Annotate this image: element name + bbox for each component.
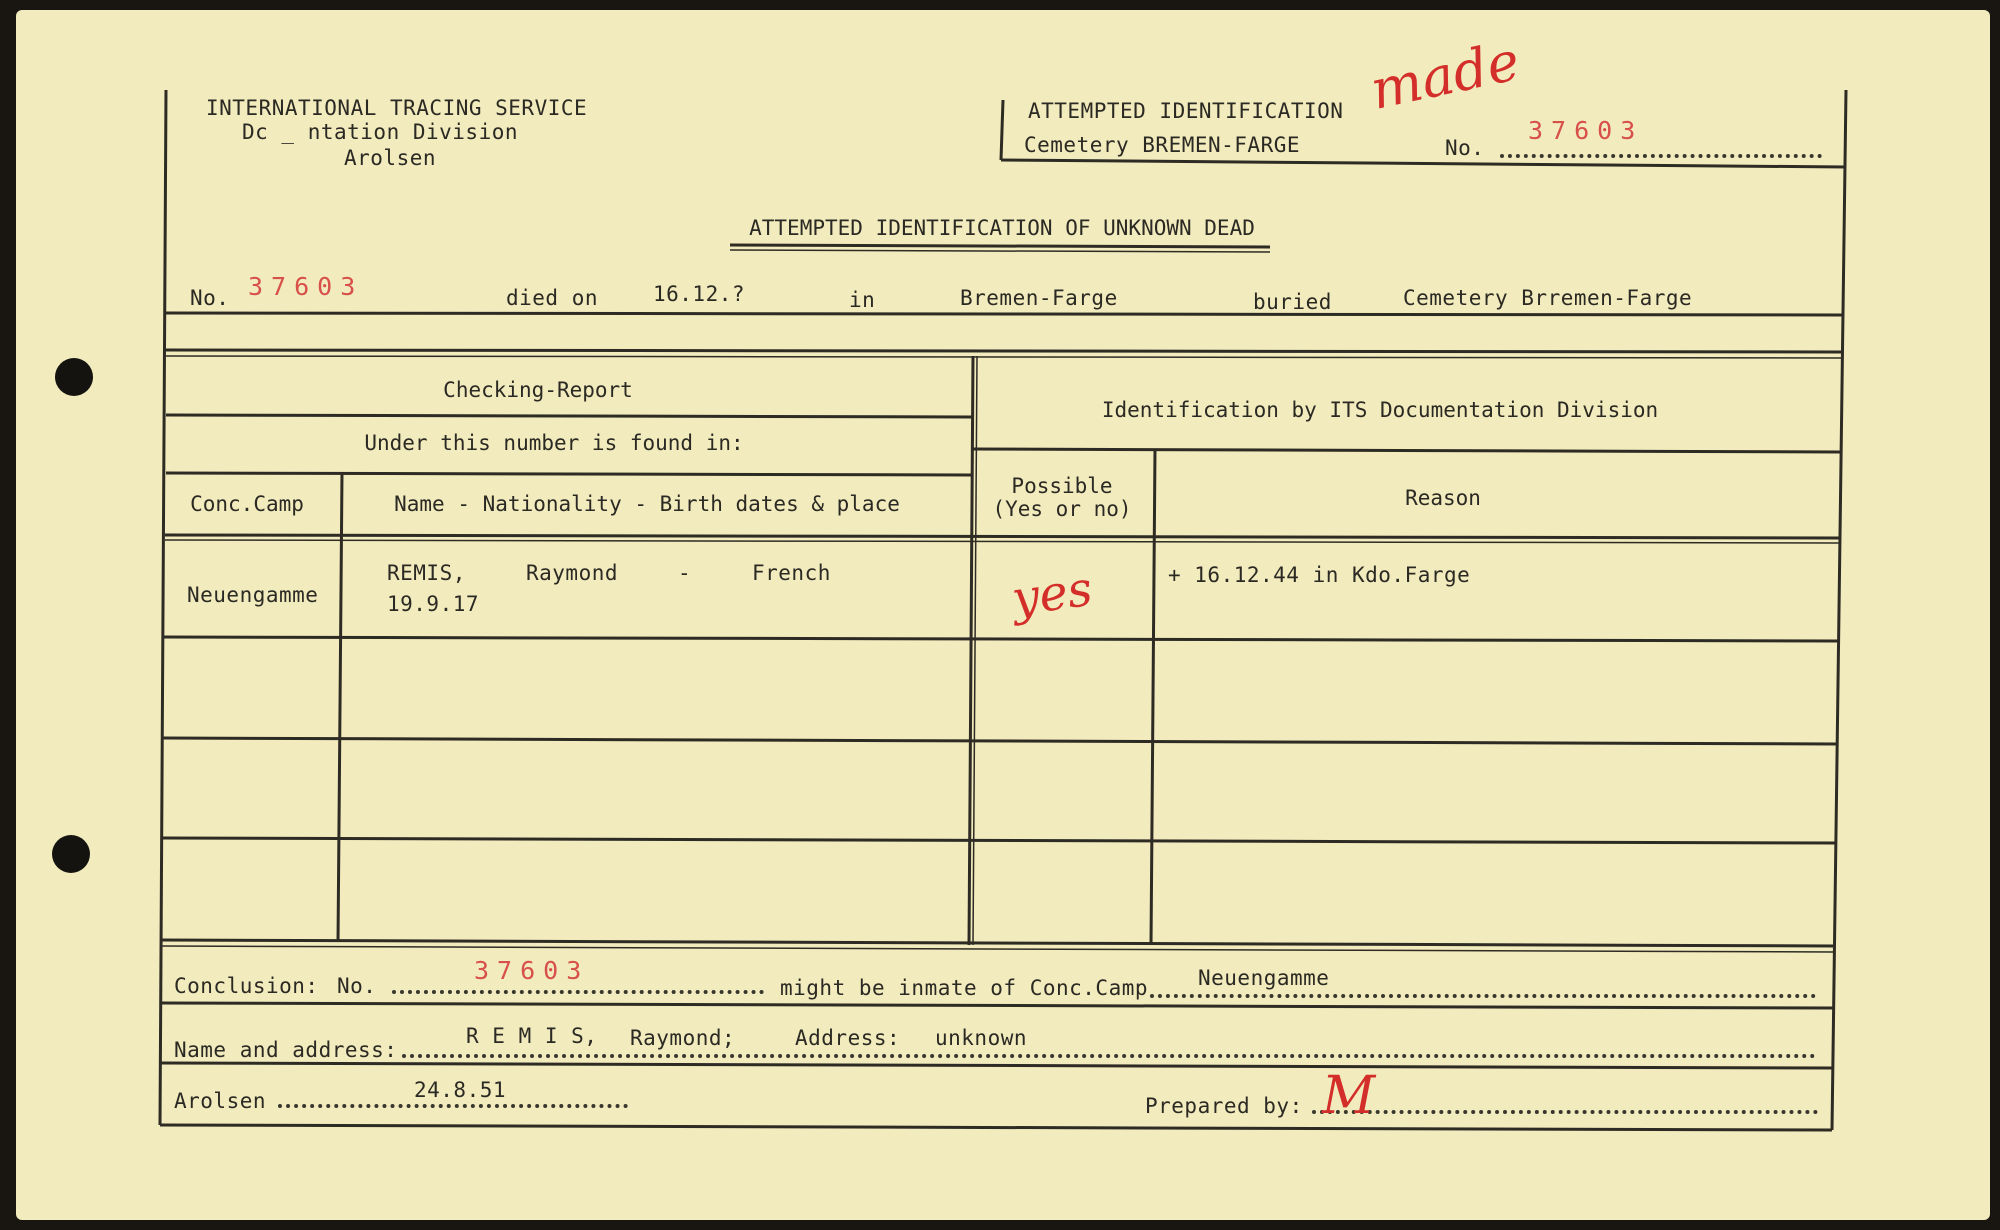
row1-surname: REMIS, bbox=[387, 561, 466, 585]
row1-possible-yes: yes bbox=[1008, 560, 1096, 628]
col-reason: Reason bbox=[1405, 486, 1481, 510]
record-died-label: died on bbox=[506, 286, 599, 310]
record-buried-label: buried bbox=[1253, 290, 1332, 314]
checking-report-header: Checking-Report bbox=[443, 378, 633, 402]
row1-dash: - bbox=[678, 561, 692, 585]
conclusion-no-value: 37603 bbox=[474, 956, 590, 985]
conclusion-no-label: No. bbox=[337, 974, 377, 998]
box-no-dots bbox=[1500, 154, 1822, 158]
name-address-label: Name and address: bbox=[174, 1038, 398, 1062]
row1-nationality: French bbox=[752, 561, 831, 585]
made-annotation: made bbox=[1365, 29, 1525, 122]
conclusion-mid-text: might be inmate of Conc.Camp bbox=[780, 976, 1149, 1000]
footer-place: Arolsen bbox=[174, 1089, 267, 1113]
prepared-by-label: Prepared by: bbox=[1145, 1094, 1303, 1118]
row1-reason: + 16.12.44 in Kdo.Farge bbox=[1168, 563, 1471, 587]
identification-header: Identification by ITS Documentation Division bbox=[1101, 398, 1659, 422]
conclusion-camp-value: Neuengamme bbox=[1198, 966, 1330, 990]
record-buried-value: Cemetery Brremen-Farge bbox=[1403, 286, 1693, 310]
name-address-firstname: Raymond; bbox=[630, 1026, 736, 1050]
footer-date-dots bbox=[278, 1104, 628, 1108]
prepared-by-dots bbox=[1312, 1110, 1818, 1114]
prepared-by-signature: M bbox=[1322, 1066, 1376, 1126]
row1-camp: Neuengamme bbox=[187, 583, 319, 607]
col-name-nationality: Name - Nationality - Birth dates & place bbox=[394, 492, 900, 516]
main-title: ATTEMPTED IDENTIFICATION OF UNKNOWN DEAD bbox=[749, 216, 1255, 240]
record-no-value: 37603 bbox=[248, 272, 364, 301]
record-place: Bremen-Farge bbox=[960, 286, 1118, 310]
org-name: INTERNATIONAL TRACING SERVICE bbox=[206, 96, 588, 120]
box-title: ATTEMPTED IDENTIFICATION bbox=[1028, 99, 1344, 123]
col-conc-camp: Conc.Camp bbox=[190, 492, 304, 516]
box-no-label: No. bbox=[1445, 136, 1485, 160]
org-division: Dc _ ntation Division bbox=[242, 120, 519, 144]
conclusion-no-dots bbox=[392, 990, 764, 994]
row1-birth: 19.9.17 bbox=[387, 592, 480, 616]
box-no-value: 37603 bbox=[1528, 116, 1644, 145]
name-address-surname: R E M I S, bbox=[466, 1024, 598, 1048]
record-died-value: 16.12.? bbox=[653, 282, 746, 306]
record-in-label: in bbox=[849, 288, 876, 312]
address-label: Address: bbox=[795, 1026, 901, 1050]
conclusion-camp-dots bbox=[1150, 994, 1816, 998]
org-city: Arolsen bbox=[344, 146, 437, 170]
col-possible-hint: (Yes or no) bbox=[992, 497, 1132, 521]
col-possible: Possible bbox=[1011, 474, 1113, 498]
found-in-subheader: Under this number is found in: bbox=[364, 431, 744, 455]
row1-firstname: Raymond bbox=[526, 561, 619, 585]
record-no-label: No. bbox=[190, 286, 230, 310]
address-value: unknown bbox=[935, 1026, 1028, 1050]
box-cemetery: Cemetery BREMEN-FARGE bbox=[1024, 133, 1301, 157]
name-address-dots bbox=[402, 1054, 1816, 1058]
conclusion-label: Conclusion: bbox=[174, 974, 319, 998]
footer-date: 24.8.51 bbox=[414, 1078, 507, 1102]
